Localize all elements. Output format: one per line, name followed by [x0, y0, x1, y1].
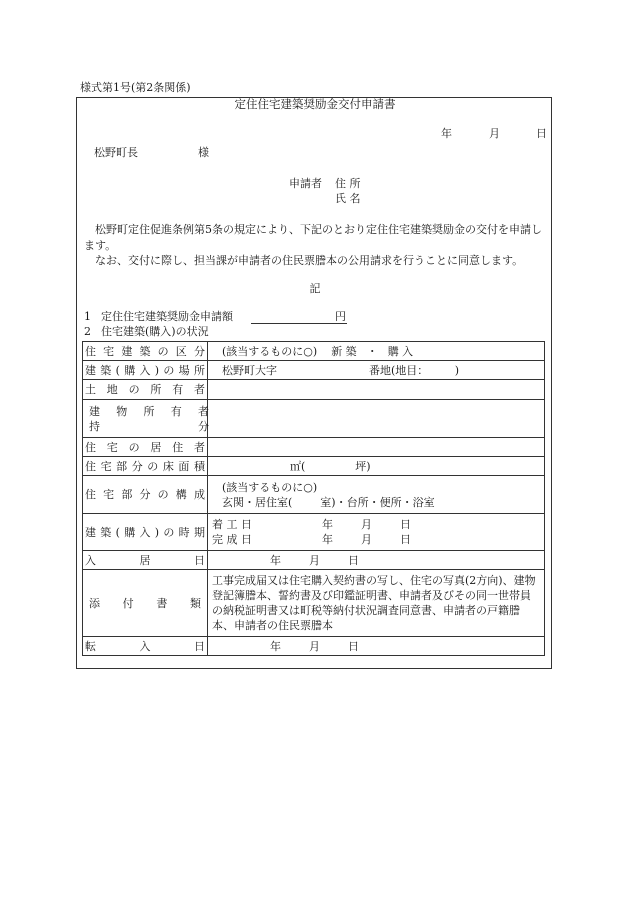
status-table: [82, 341, 545, 656]
row-label: 建 物 所 有 者 持 分: [83, 400, 208, 438]
amount-field[interactable]: [251, 323, 347, 324]
form-title: 定住住宅建築奨励金交付申請書: [234, 97, 396, 111]
applicant-label: 申請者: [289, 177, 322, 190]
row-label: 転 入 日: [83, 637, 208, 656]
table-row: [83, 342, 545, 361]
land-owner-cell[interactable]: [208, 380, 545, 400]
move-in-date-cell[interactable]: 年 月 日: [208, 551, 545, 570]
table-row: [83, 380, 545, 400]
body-paragraph-1: 松野町定住促進条例第5条の規定により、下記のとおり定住住宅建築奨励金の交付を申請します。: [84, 223, 542, 252]
row-label: 住 宅 建 築 の 区 分: [83, 342, 208, 361]
table-row: [83, 637, 545, 656]
building-owner-cell[interactable]: [208, 400, 545, 438]
table-row: [83, 457, 545, 476]
addressee-name: 松野町長: [94, 146, 138, 159]
form-id: 様式第1号(第2条関係): [80, 81, 191, 94]
row-label: 住 宅 部 分 の 構 成: [83, 476, 208, 514]
ki-heading: 記: [309, 282, 321, 295]
transfer-in-date-cell[interactable]: 年 月 日: [208, 637, 545, 656]
table-row: [83, 400, 545, 438]
date-year: 年: [441, 127, 452, 140]
row-label: 入 居 日: [83, 551, 208, 570]
floor-area-cell[interactable]: ㎡( 坪): [208, 457, 545, 476]
item2-label: 住宅建築(購入)の状況: [101, 325, 209, 338]
item1-unit: 円: [335, 310, 346, 323]
row-label: 建 築 ( 購 入 ) の 時 期: [83, 514, 208, 551]
table-row: [83, 476, 545, 514]
row-label: 住 宅 の 居 住 者: [83, 438, 208, 457]
row-label: 添 付 書 類: [83, 570, 208, 637]
table-row: [83, 361, 545, 380]
table-row: [83, 438, 545, 457]
row-label: 土 地 の 所 有 者: [83, 380, 208, 400]
composition-cell[interactable]: (該当するものに○) 玄関・居住室( 室)・台所・便所・浴室: [208, 476, 545, 514]
date-month: 月: [489, 127, 500, 140]
resident-cell[interactable]: [208, 438, 545, 457]
location-cell[interactable]: 松野町大字 番地(地目： ): [208, 361, 545, 380]
applicant-address-label: 住 所: [335, 177, 361, 190]
row-label: 住 宅 部 分 の 床 面 積: [83, 457, 208, 476]
construction-type-cell[interactable]: (該当するものに○) 新 築 ・ 購 入: [208, 342, 545, 361]
item1-label: 定住住宅建築奨励金申請額: [101, 310, 233, 323]
construction-period-cell[interactable]: 着 工 日 年 月 日 完 成 日 年 月 日: [208, 514, 545, 551]
table-row: [83, 514, 545, 551]
table-row: [83, 570, 545, 637]
item2-number: 2: [84, 325, 91, 338]
row-label: 建 築 ( 購 入 ) の 場 所: [83, 361, 208, 380]
applicant-name-label: 氏 名: [335, 192, 361, 205]
item1-number: 1: [84, 310, 91, 323]
body-paragraph-2: なお、交付に際し、担当課が申請者の住民票謄本の公用請求を行うことに同意します。: [95, 254, 524, 267]
table-row: [83, 551, 545, 570]
date-day: 日: [536, 127, 547, 140]
attachments-cell: 工事完成届又は住宅購入契約書の写し、住宅の写真(2方向)、建物登記簿謄本、誓約書及び印鑑証明書、申請者及びその同一世帯員の納税証明書又は町税等納付状況調査同意書、申請者の戸籍謄本、申請者の住民票謄本: [208, 570, 545, 637]
addressee-honorific: 様: [198, 146, 209, 159]
